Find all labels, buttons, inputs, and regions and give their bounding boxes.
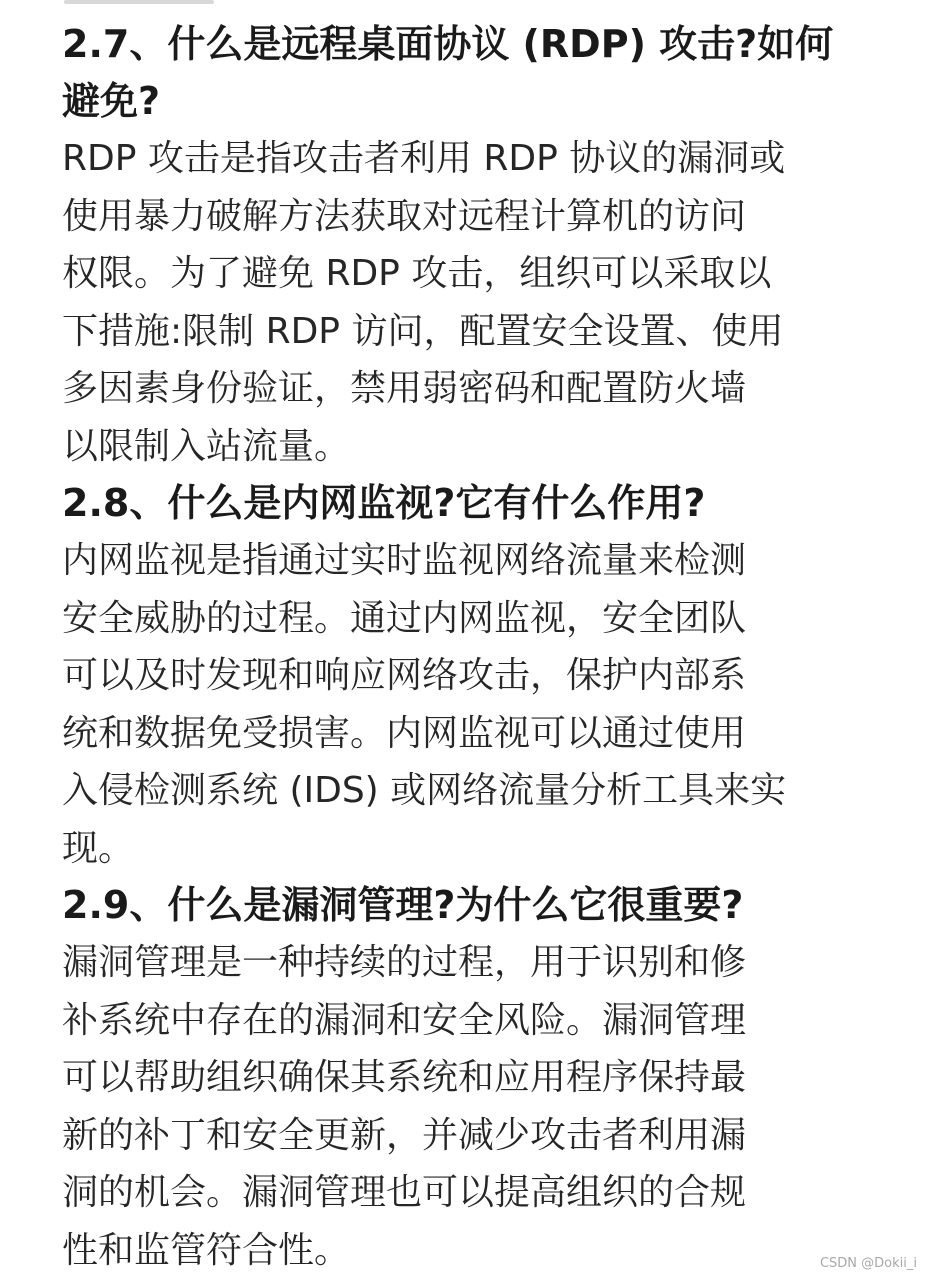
question-heading (62, 16, 862, 130)
question-line: 2.8、什么是内网监视?它有什么作用? (62, 481, 706, 525)
answer-line: 多因素身份验证，禁用弱密码和配置防火墙 (62, 368, 747, 409)
answer-line: 现。 (62, 827, 135, 869)
answer-line: 洞的机会。漏洞管理也可以提高组织的合规 (62, 1172, 747, 1213)
article-content (62, 16, 862, 1279)
answer-line: 内网监视是指通过实时监视网络流量来检测 (62, 540, 747, 581)
answer-line: 下措施:限制 RDP 访问，配置安全设置、使用 (62, 310, 784, 352)
answer-line: 安全威胁的过程。通过内网监视，安全团队 (62, 597, 747, 639)
section-2-8 (62, 475, 862, 877)
question-line: 2.9、什么是漏洞管理?为什么它很重要? (62, 883, 744, 927)
question-heading (62, 877, 862, 934)
answer-line: 使用暴力破解方法获取对远程计算机的访问 (62, 195, 747, 237)
answer-line: 入侵检测系统 (IDS) 或网络流量分析工具来实 (62, 770, 787, 811)
answer-line: 新的补丁和安全更新，并减少攻击者利用漏 (62, 1114, 747, 1156)
watermark: CSDN @Dokii_i (819, 1256, 917, 1271)
answer-paragraph (62, 532, 862, 877)
question-heading (62, 475, 862, 532)
answer-line: 补系统中存在的漏洞和安全风险。漏洞管理 (62, 999, 747, 1041)
section-2-9 (62, 877, 862, 1279)
answer-line: 统和数据免受损害。内网监视可以通过使用 (62, 712, 747, 754)
answer-line: 可以及时发现和响应网络攻击，保护内部系 (62, 655, 747, 696)
section-2-7 (62, 16, 862, 475)
answer-line: RDP 攻击是指攻击者利用 RDP 协议的漏洞或 (62, 138, 786, 179)
answer-line: 可以帮助组织确保其系统和应用程序保持最 (62, 1057, 747, 1098)
question-line: 2.7、什么是远程桌面协议 (RDP) 攻击?如何 (62, 22, 834, 66)
question-line: 避免? (62, 79, 161, 123)
answer-paragraph (62, 934, 862, 1279)
cropped-previous-line (64, 0, 214, 4)
answer-line: 性和监管符合性。 (62, 1229, 351, 1271)
answer-line: 以限制入站流量。 (62, 425, 351, 467)
answer-paragraph (62, 130, 862, 475)
answer-line: 漏洞管理是一种持续的过程，用于识别和修 (62, 942, 747, 983)
answer-line: 权限。为了避免 RDP 攻击，组织可以采取以 (62, 253, 772, 294)
